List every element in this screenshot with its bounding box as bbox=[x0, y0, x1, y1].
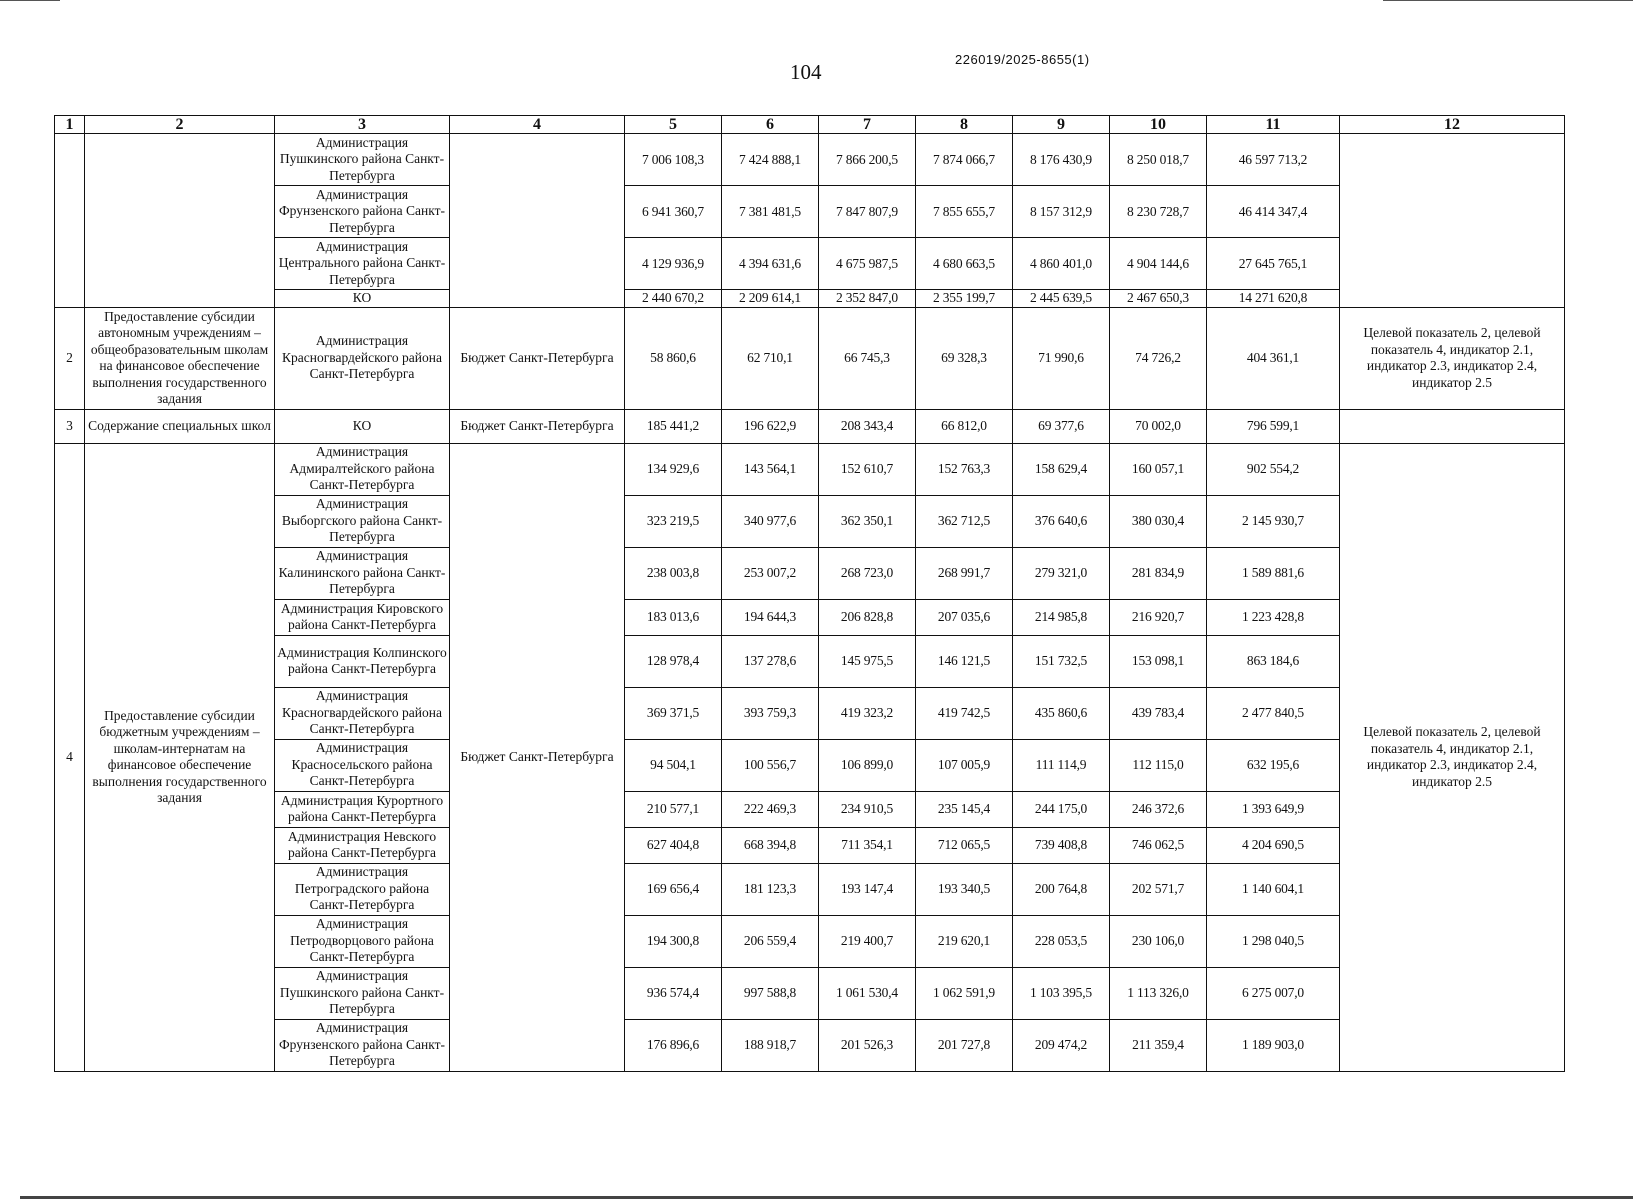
value-cell-col7: 206 828,8 bbox=[819, 599, 916, 635]
value-cell-col9: 1 103 395,5 bbox=[1013, 967, 1110, 1019]
executor-cell: Администрация Выборгского района Санкт-Петербурга bbox=[275, 495, 450, 547]
value-cell-col8: 268 991,7 bbox=[916, 547, 1013, 599]
value-cell-col5: 627 404,8 bbox=[625, 827, 722, 863]
value-cell-col9: 376 640,6 bbox=[1013, 495, 1110, 547]
value-cell-col7: 152 610,7 bbox=[819, 443, 916, 495]
value-cell-col9: 209 474,2 bbox=[1013, 1019, 1110, 1071]
value-cell-col10: 112 115,0 bbox=[1110, 739, 1207, 791]
table-row bbox=[55, 791, 1565, 827]
value-cell-col5: 936 574,4 bbox=[625, 967, 722, 1019]
value-cell-col7: 268 723,0 bbox=[819, 547, 916, 599]
value-cell-col7: 234 910,5 bbox=[819, 791, 916, 827]
executor-cell: Администрация Петроградского района Санкт-Петербурга bbox=[275, 863, 450, 915]
value-cell-col10: 230 106,0 bbox=[1110, 915, 1207, 967]
column-number-8: 8 bbox=[916, 116, 1013, 134]
value-cell-col8: 362 712,5 bbox=[916, 495, 1013, 547]
value-cell-col9: 8 176 430,9 bbox=[1013, 134, 1110, 186]
executor-cell: Администрация Фрунзенского района Санкт-Петербурга bbox=[275, 1019, 450, 1071]
value-cell-col7: 362 350,1 bbox=[819, 495, 916, 547]
value-cell-col9: 739 408,8 bbox=[1013, 827, 1110, 863]
value-cell-col6: 143 564,1 bbox=[722, 443, 819, 495]
scan-edge-top-left bbox=[0, 0, 60, 1]
value-cell-col10: 74 726,2 bbox=[1110, 307, 1207, 409]
scan-edge-bottom bbox=[20, 1196, 1633, 1199]
value-cell-col9: 435 860,6 bbox=[1013, 687, 1110, 739]
table-row bbox=[55, 687, 1565, 739]
value-cell-col8: 2 355 199,7 bbox=[916, 290, 1013, 308]
value-cell-col5: 58 860,6 bbox=[625, 307, 722, 409]
column-number-2: 2 bbox=[85, 116, 275, 134]
value-cell-col10: 246 372,6 bbox=[1110, 791, 1207, 827]
table-row bbox=[55, 186, 1565, 238]
value-cell-col8: 1 062 591,9 bbox=[916, 967, 1013, 1019]
executor-cell: Администрация Фрунзенского района Санкт-Петербурга bbox=[275, 186, 450, 238]
executor-cell: Администрация Адмиралтейского района Санкт-Петербурга bbox=[275, 443, 450, 495]
column-number-10: 10 bbox=[1110, 116, 1207, 134]
value-cell-col10: 160 057,1 bbox=[1110, 443, 1207, 495]
activity-name-cell: Содержание специальных школ bbox=[85, 409, 275, 443]
table-row bbox=[55, 443, 1565, 495]
value-cell-col9: 111 114,9 bbox=[1013, 739, 1110, 791]
table-row bbox=[55, 1019, 1565, 1071]
value-cell-col9: 4 860 401,0 bbox=[1013, 238, 1110, 290]
budget-table bbox=[54, 115, 1565, 1072]
value-cell-col6: 194 644,3 bbox=[722, 599, 819, 635]
table-row bbox=[55, 863, 1565, 915]
table-row bbox=[55, 290, 1565, 308]
value-cell-col5: 185 441,2 bbox=[625, 409, 722, 443]
value-cell-col5: 2 440 670,2 bbox=[625, 290, 722, 308]
value-cell-col9: 2 445 639,5 bbox=[1013, 290, 1110, 308]
value-cell-col6: 137 278,6 bbox=[722, 635, 819, 687]
value-cell-col11: 2 145 930,7 bbox=[1207, 495, 1340, 547]
value-cell-col9: 69 377,6 bbox=[1013, 409, 1110, 443]
value-cell-col5: 176 896,6 bbox=[625, 1019, 722, 1071]
value-cell-col11: 1 589 881,6 bbox=[1207, 547, 1340, 599]
executor-cell: Администрация Красногвардейского района Санкт-Петербурга bbox=[275, 307, 450, 409]
value-cell-col11: 1 223 428,8 bbox=[1207, 599, 1340, 635]
column-number-6: 6 bbox=[722, 116, 819, 134]
value-cell-col9: 279 321,0 bbox=[1013, 547, 1110, 599]
value-cell-col8: 219 620,1 bbox=[916, 915, 1013, 967]
value-cell-col11: 902 554,2 bbox=[1207, 443, 1340, 495]
column-number-11: 11 bbox=[1207, 116, 1340, 134]
value-cell-col5: 128 978,4 bbox=[625, 635, 722, 687]
value-cell-col6: 206 559,4 bbox=[722, 915, 819, 967]
activity-name-cell: Предоставление субсидии автономным учреждениям – общеобразовательным школам на финансовое обеспечение выполнения государственного задания bbox=[85, 307, 275, 409]
value-cell-col8: 7 874 066,7 bbox=[916, 134, 1013, 186]
funding-source-cell: Бюджет Санкт-Петербурга bbox=[450, 409, 625, 443]
table-row bbox=[55, 307, 1565, 409]
value-cell-col10: 1 113 326,0 bbox=[1110, 967, 1207, 1019]
table-row bbox=[55, 739, 1565, 791]
indicators-cell: Целевой показатель 2, целевой показатель 4, индикатор 2.1, индикатор 2.3, индикатор 2.4, индикатор 2.5 bbox=[1340, 307, 1565, 409]
column-number-12: 12 bbox=[1340, 116, 1565, 134]
page-number: 104 bbox=[790, 60, 822, 84]
value-cell-col10: 2 467 650,3 bbox=[1110, 290, 1207, 308]
value-cell-col7: 419 323,2 bbox=[819, 687, 916, 739]
value-cell-col9: 244 175,0 bbox=[1013, 791, 1110, 827]
row-number-cell: 2 bbox=[55, 307, 85, 409]
value-cell-col9: 158 629,4 bbox=[1013, 443, 1110, 495]
value-cell-col6: 4 394 631,6 bbox=[722, 238, 819, 290]
value-cell-col11: 6 275 007,0 bbox=[1207, 967, 1340, 1019]
value-cell-col11: 796 599,1 bbox=[1207, 409, 1340, 443]
executor-cell: Администрация Петродворцового района Санкт-Петербурга bbox=[275, 915, 450, 967]
column-number-4: 4 bbox=[450, 116, 625, 134]
value-cell-col8: 69 328,3 bbox=[916, 307, 1013, 409]
value-cell-col5: 134 929,6 bbox=[625, 443, 722, 495]
value-cell-col11: 863 184,6 bbox=[1207, 635, 1340, 687]
value-cell-col6: 222 469,3 bbox=[722, 791, 819, 827]
column-number-5: 5 bbox=[625, 116, 722, 134]
value-cell-col10: 153 098,1 bbox=[1110, 635, 1207, 687]
value-cell-col8: 146 121,5 bbox=[916, 635, 1013, 687]
funding-source-cell: Бюджет Санкт-Петербурга bbox=[450, 307, 625, 409]
value-cell-col11: 1 298 040,5 bbox=[1207, 915, 1340, 967]
value-cell-col10: 4 904 144,6 bbox=[1110, 238, 1207, 290]
table-row bbox=[55, 967, 1565, 1019]
value-cell-col11: 1 140 604,1 bbox=[1207, 863, 1340, 915]
value-cell-col7: 208 343,4 bbox=[819, 409, 916, 443]
value-cell-col11: 46 414 347,4 bbox=[1207, 186, 1340, 238]
executor-cell: Администрация Красносельского района Санкт-Петербурга bbox=[275, 739, 450, 791]
value-cell-col7: 66 745,3 bbox=[819, 307, 916, 409]
row-number-cell bbox=[55, 134, 85, 308]
table-row bbox=[55, 827, 1565, 863]
value-cell-col8: 107 005,9 bbox=[916, 739, 1013, 791]
executor-cell: Администрация Центрального района Санкт-Петербурга bbox=[275, 238, 450, 290]
indicators-cell bbox=[1340, 409, 1565, 443]
value-cell-col9: 200 764,8 bbox=[1013, 863, 1110, 915]
value-cell-col6: 668 394,8 bbox=[722, 827, 819, 863]
funding-source-cell: Бюджет Санкт-Петербурга bbox=[450, 443, 625, 1071]
value-cell-col10: 8 230 728,7 bbox=[1110, 186, 1207, 238]
value-cell-col10: 8 250 018,7 bbox=[1110, 134, 1207, 186]
value-cell-col11: 14 271 620,8 bbox=[1207, 290, 1340, 308]
document-code: 226019/2025-8655(1) bbox=[955, 52, 1090, 67]
executor-cell: Администрация Пушкинского района Санкт-Петербурга bbox=[275, 967, 450, 1019]
value-cell-col9: 228 053,5 bbox=[1013, 915, 1110, 967]
value-cell-col11: 46 597 713,2 bbox=[1207, 134, 1340, 186]
value-cell-col8: 207 035,6 bbox=[916, 599, 1013, 635]
value-cell-col5: 183 013,6 bbox=[625, 599, 722, 635]
executor-cell: Администрация Колпинского района Санкт-Петербурга bbox=[275, 635, 450, 687]
value-cell-col7: 7 847 807,9 bbox=[819, 186, 916, 238]
column-number-3: 3 bbox=[275, 116, 450, 134]
activity-name-cell bbox=[85, 134, 275, 308]
table-row bbox=[55, 635, 1565, 687]
table-row bbox=[55, 547, 1565, 599]
value-cell-col6: 253 007,2 bbox=[722, 547, 819, 599]
value-cell-col6: 340 977,6 bbox=[722, 495, 819, 547]
value-cell-col8: 152 763,3 bbox=[916, 443, 1013, 495]
table-row bbox=[55, 915, 1565, 967]
value-cell-col6: 100 556,7 bbox=[722, 739, 819, 791]
value-cell-col8: 201 727,8 bbox=[916, 1019, 1013, 1071]
value-cell-col5: 7 006 108,3 bbox=[625, 134, 722, 186]
executor-cell: Администрация Курортного района Санкт-Петербурга bbox=[275, 791, 450, 827]
header-row bbox=[55, 116, 1565, 134]
executor-cell: Администрация Красногвардейского района Санкт-Петербурга bbox=[275, 687, 450, 739]
value-cell-col7: 145 975,5 bbox=[819, 635, 916, 687]
scan-edge-top-right bbox=[1383, 0, 1633, 1]
column-number-9: 9 bbox=[1013, 116, 1110, 134]
value-cell-col6: 7 381 481,5 bbox=[722, 186, 819, 238]
value-cell-col8: 193 340,5 bbox=[916, 863, 1013, 915]
value-cell-col9: 71 990,6 bbox=[1013, 307, 1110, 409]
column-number-7: 7 bbox=[819, 116, 916, 134]
value-cell-col8: 712 065,5 bbox=[916, 827, 1013, 863]
value-cell-col7: 1 061 530,4 bbox=[819, 967, 916, 1019]
value-cell-col8: 235 145,4 bbox=[916, 791, 1013, 827]
value-cell-col7: 201 526,3 bbox=[819, 1019, 916, 1071]
value-cell-col6: 62 710,1 bbox=[722, 307, 819, 409]
value-cell-col6: 2 209 614,1 bbox=[722, 290, 819, 308]
value-cell-col5: 323 219,5 bbox=[625, 495, 722, 547]
row-number-cell: 4 bbox=[55, 443, 85, 1071]
indicators-cell: Целевой показатель 2, целевой показатель 4, индикатор 2.1, индикатор 2.3, индикатор 2.4, индикатор 2.5 bbox=[1340, 443, 1565, 1071]
value-cell-col10: 211 359,4 bbox=[1110, 1019, 1207, 1071]
value-cell-col9: 151 732,5 bbox=[1013, 635, 1110, 687]
value-cell-col6: 181 123,3 bbox=[722, 863, 819, 915]
value-cell-col10: 202 571,7 bbox=[1110, 863, 1207, 915]
value-cell-col7: 193 147,4 bbox=[819, 863, 916, 915]
value-cell-col8: 66 812,0 bbox=[916, 409, 1013, 443]
value-cell-col7: 106 899,0 bbox=[819, 739, 916, 791]
value-cell-col11: 4 204 690,5 bbox=[1207, 827, 1340, 863]
value-cell-col7: 219 400,7 bbox=[819, 915, 916, 967]
value-cell-col10: 746 062,5 bbox=[1110, 827, 1207, 863]
value-cell-col10: 216 920,7 bbox=[1110, 599, 1207, 635]
value-cell-col6: 7 424 888,1 bbox=[722, 134, 819, 186]
value-cell-col9: 8 157 312,9 bbox=[1013, 186, 1110, 238]
value-cell-col8: 4 680 663,5 bbox=[916, 238, 1013, 290]
value-cell-col11: 27 645 765,1 bbox=[1207, 238, 1340, 290]
value-cell-col5: 210 577,1 bbox=[625, 791, 722, 827]
indicators-cell bbox=[1340, 134, 1565, 308]
row-number-cell: 3 bbox=[55, 409, 85, 443]
table-row bbox=[55, 134, 1565, 186]
funding-source-cell bbox=[450, 134, 625, 308]
table-row bbox=[55, 495, 1565, 547]
table-row bbox=[55, 238, 1565, 290]
table-row bbox=[55, 409, 1565, 443]
value-cell-col11: 404 361,1 bbox=[1207, 307, 1340, 409]
executor-cell: Администрация Невского района Санкт-Петербурга bbox=[275, 827, 450, 863]
value-cell-col11: 2 477 840,5 bbox=[1207, 687, 1340, 739]
executor-cell: Администрация Калининского района Санкт-Петербурга bbox=[275, 547, 450, 599]
activity-name-cell: Предоставление субсидии бюджетным учреждениям – школам-интернатам на финансовое обеспечение выполнения государственного задания bbox=[85, 443, 275, 1071]
executor-cell: КО bbox=[275, 290, 450, 308]
value-cell-col6: 188 918,7 bbox=[722, 1019, 819, 1071]
value-cell-col7: 2 352 847,0 bbox=[819, 290, 916, 308]
executor-cell: КО bbox=[275, 409, 450, 443]
value-cell-col5: 194 300,8 bbox=[625, 915, 722, 967]
value-cell-col7: 4 675 987,5 bbox=[819, 238, 916, 290]
value-cell-col11: 632 195,6 bbox=[1207, 739, 1340, 791]
value-cell-col5: 4 129 936,9 bbox=[625, 238, 722, 290]
value-cell-col10: 380 030,4 bbox=[1110, 495, 1207, 547]
value-cell-col10: 281 834,9 bbox=[1110, 547, 1207, 599]
value-cell-col11: 1 189 903,0 bbox=[1207, 1019, 1340, 1071]
value-cell-col9: 214 985,8 bbox=[1013, 599, 1110, 635]
value-cell-col6: 997 588,8 bbox=[722, 967, 819, 1019]
value-cell-col5: 6 941 360,7 bbox=[625, 186, 722, 238]
value-cell-col8: 419 742,5 bbox=[916, 687, 1013, 739]
executor-cell: Администрация Пушкинского района Санкт-Петербурга bbox=[275, 134, 450, 186]
column-number-1: 1 bbox=[55, 116, 85, 134]
value-cell-col5: 169 656,4 bbox=[625, 863, 722, 915]
value-cell-col8: 7 855 655,7 bbox=[916, 186, 1013, 238]
value-cell-col11: 1 393 649,9 bbox=[1207, 791, 1340, 827]
executor-cell: Администрация Кировского района Санкт-Петербурга bbox=[275, 599, 450, 635]
value-cell-col10: 70 002,0 bbox=[1110, 409, 1207, 443]
value-cell-col10: 439 783,4 bbox=[1110, 687, 1207, 739]
value-cell-col5: 238 003,8 bbox=[625, 547, 722, 599]
table-row bbox=[55, 599, 1565, 635]
value-cell-col6: 393 759,3 bbox=[722, 687, 819, 739]
value-cell-col6: 196 622,9 bbox=[722, 409, 819, 443]
value-cell-col7: 7 866 200,5 bbox=[819, 134, 916, 186]
value-cell-col5: 94 504,1 bbox=[625, 739, 722, 791]
value-cell-col7: 711 354,1 bbox=[819, 827, 916, 863]
value-cell-col5: 369 371,5 bbox=[625, 687, 722, 739]
